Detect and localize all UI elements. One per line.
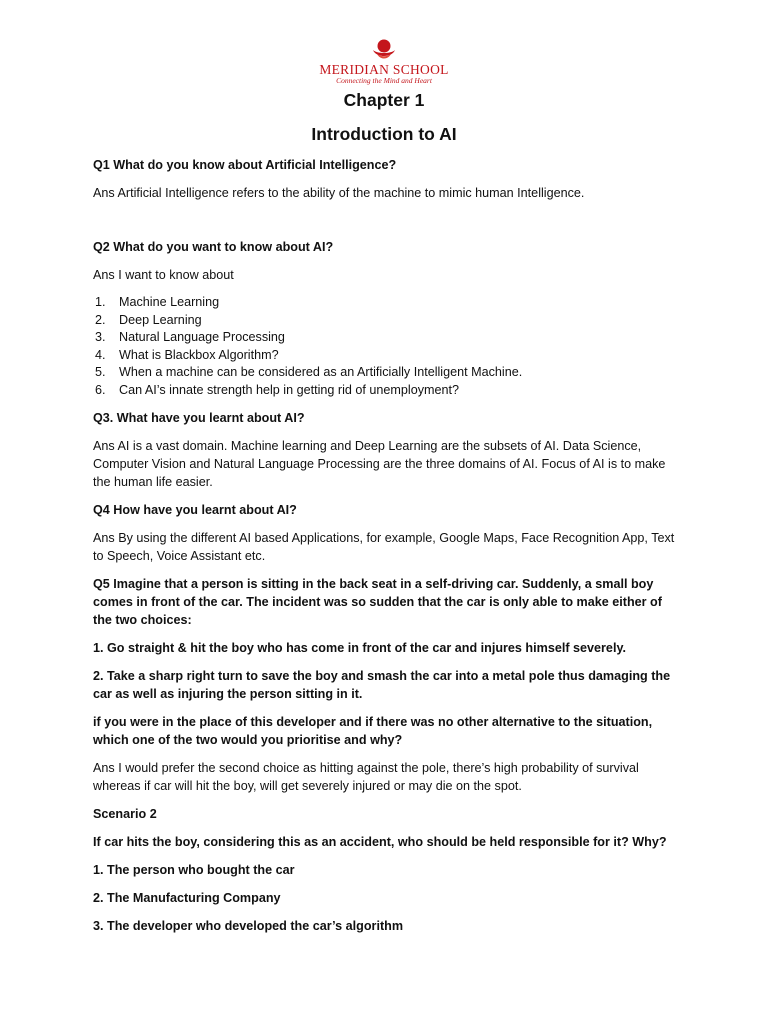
document-body bbox=[93, 156, 675, 935]
list-item: 6. Can AI’s innate strength help in getting rid of unemployment? bbox=[95, 382, 460, 397]
q1-answer: Ans Artificial Intelligence refers to the ability of the machine to mimic human Intelligence. bbox=[93, 186, 585, 200]
q5-question: Q5 Imagine that a person is sitting in the back seat in a self-driving car. Suddenly, a small boy comes in front of the car. The incident was so sudden that the car is only able to make either of the two choices: bbox=[93, 576, 662, 627]
q5-choice-2: 2. Take a sharp right turn to save the boy and smash the car into a metal pole thus damaging the car as well as injuring the person sitting in it. bbox=[93, 668, 671, 701]
scenario-2-option-3: 3. The developer who developed the car’s algorithm bbox=[93, 918, 404, 933]
q3-question: Q3. What have you learnt about AI? bbox=[93, 410, 305, 425]
school-name: MERIDIAN SCHOOL bbox=[319, 62, 449, 77]
scenario-2-option-1: 1. The person who bought the car bbox=[93, 862, 295, 877]
q3-answer: Ans AI is a vast domain. Machine learning and Deep Learning are the subsets of AI. Data Science, Computer Vision and Natural Language Processing are the three domains of AI. Focus of AI is to make the human life easier. bbox=[93, 438, 666, 489]
q5-followup: if you were in the place of this developer and if there was no other alternative to the situation, which one of the two would you prioritise and why? bbox=[93, 714, 653, 747]
school-logo bbox=[300, 38, 468, 90]
list-item: 5. When a machine can be considered as an Artificially Intelligent Machine. bbox=[95, 365, 523, 380]
q2-list bbox=[93, 294, 675, 400]
scenario-2-question: If car hits the boy, considering this as an accident, who should be held responsible for it? Why? bbox=[93, 834, 667, 849]
scenario-2-heading: Scenario 2 bbox=[93, 806, 157, 821]
list-item: 1. Machine Learning bbox=[95, 295, 220, 309]
q5-answer: Ans I would prefer the second choice as hitting against the pole, there’s high probability of survival whereas if car will hit the boy, will get severely injured or may die on the spot. bbox=[93, 760, 639, 793]
q2-answer: Ans I want to know about bbox=[93, 268, 234, 282]
scenario-2-option-2: 2. The Manufacturing Company bbox=[93, 890, 281, 905]
school-tagline: Connecting the Mind and Heart bbox=[336, 76, 432, 85]
q2-question: Q2 What do you want to know about AI? bbox=[93, 240, 334, 254]
chapter-heading: Chapter 1 bbox=[343, 90, 425, 110]
q1-question: Q1 What do you know about Artificial Intelligence? bbox=[93, 158, 397, 172]
list-item: 2. Deep Learning bbox=[95, 312, 202, 327]
lotus-logo-icon bbox=[371, 38, 397, 62]
list-item: 3. Natural Language Processing bbox=[95, 330, 285, 345]
q5-choice-1: 1. Go straight & hit the boy who has come in front of the car and injures himself severely. bbox=[93, 640, 627, 655]
q4-question: Q4 How have you learnt about AI? bbox=[93, 502, 297, 517]
list-item: 4. What is Blackbox Algorithm? bbox=[95, 347, 279, 362]
q4-answer: Ans By using the different AI based Applications, for example, Google Maps, Face Recognition App, Text to Speech, Voice Assistant etc. bbox=[93, 530, 675, 563]
page-title: Introduction to AI bbox=[311, 124, 457, 144]
